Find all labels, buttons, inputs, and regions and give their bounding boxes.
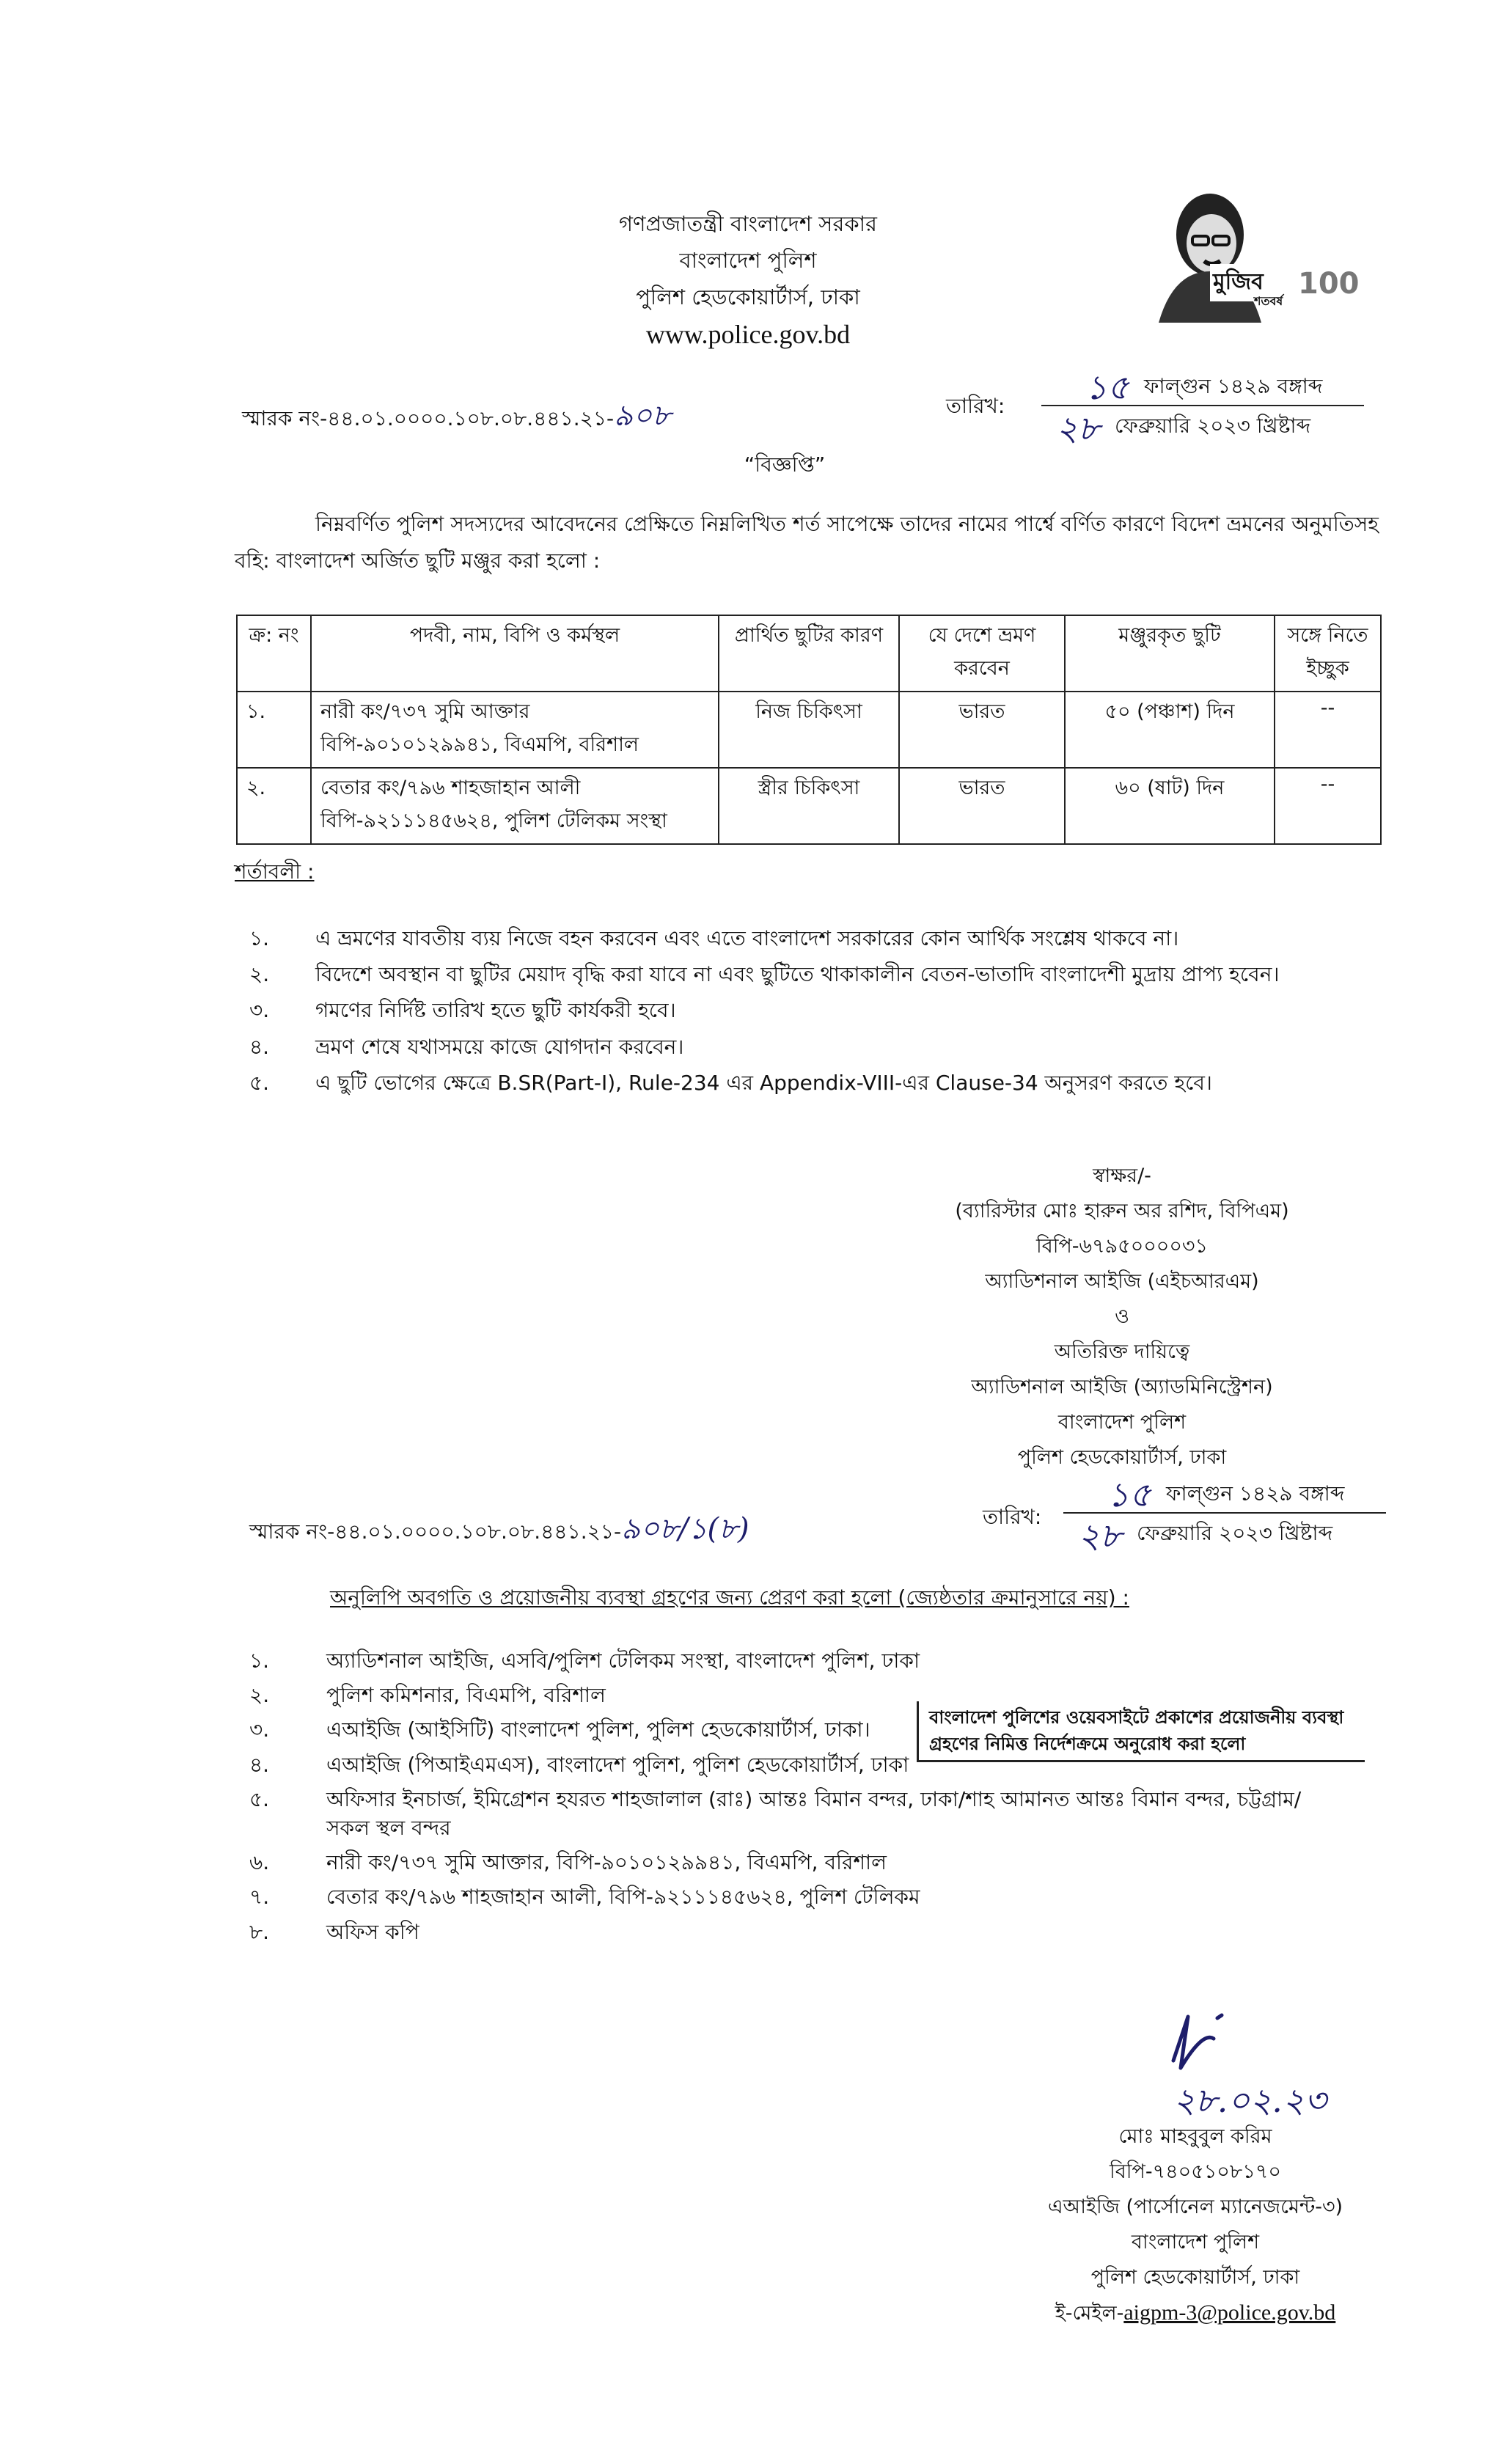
- svg-text:100: 100: [1298, 267, 1360, 301]
- cell-name: [311, 692, 719, 768]
- list-item: [249, 1068, 1393, 1097]
- sig1-line: ও: [1115, 1305, 1129, 1328]
- list-item: [249, 1882, 1349, 1911]
- list-item: [249, 1785, 1349, 1842]
- cell-country: ভারত: [899, 692, 1065, 768]
- copy-text: পুলিশ কমিশনার, বিএমপি, বরিশাল: [326, 1683, 606, 1708]
- table-header-row: [237, 615, 1381, 692]
- condition-text: এ ছুটি ভোগের ক্ষেত্রে B.SR(Part-I), Rule-234 এর Appendix-VIII-এর Clause-34 অনুসরণ করতে হবে।: [315, 1070, 1212, 1095]
- memo-ref-label: স্মারক নং-৪৪.০১.০০০০.১০৮.০৮.৪৪১.২১-: [249, 1519, 622, 1544]
- conditions-title: শর্তাবলী :: [235, 859, 315, 884]
- date-gregorian: ফেব্রুয়ারি ২০২৩ খ্রিষ্টাব্দ: [1115, 414, 1311, 438]
- sig1-line: বিপি-৬৭৯৫০০০০৩১: [1036, 1235, 1208, 1258]
- condition-number: ২.: [249, 962, 270, 987]
- signature-scribble-icon: [1159, 2009, 1247, 2075]
- ict-note-box: বাংলাদেশ পুলিশের ওয়েবসাইটে প্রকাশের প্রয়োজনীয় ব্যবস্থা গ্রহণের নিমিত্ত নির্দেশক্রমে অনুরোধ করা হলো: [917, 1701, 1365, 1762]
- row-name: বেতার কং/৭৯৬ শাহজাহান আলী: [320, 777, 581, 799]
- condition-text: ভ্রমণ শেষে যথাসময়ে কাজে যোগদান করবেন।: [315, 1034, 684, 1059]
- handwritten-signature: [1159, 2009, 1247, 2078]
- list-item: [249, 924, 1393, 953]
- cell-leave: ৫০ (পঞ্চাশ) দিন: [1065, 692, 1275, 768]
- condition-text: এ ভ্রমণের যাবতীয় ব্যয় নিজে বহন করবেন এবং এতে বাংলাদেশ সরকারের কোন আর্থিক সংশ্লেষ থাকবে না।: [315, 926, 1179, 950]
- date-gregorian: ফেব্রুয়ারি ২০২৩ খ্রিষ্টাব্দ: [1137, 1521, 1333, 1545]
- letterhead-line-police: বাংলাদেশ পুলিশ: [679, 248, 817, 273]
- cell-reason: নিজ চিকিৎসা: [719, 692, 899, 768]
- portrait-icon: [1129, 183, 1360, 323]
- handwritten-date: ২৮.০২.২৩: [1173, 2080, 1327, 2120]
- notice-title: “বিজ্ঞপ্তি”: [744, 452, 826, 477]
- col-country: যে দেশে ভ্রমণ করবেন: [899, 615, 1065, 692]
- copy-number: ৭.: [249, 1885, 270, 1910]
- copy-text: অ্যাডিশনাল আইজি, এসবি/পুলিশ টেলিকম সংস্থা, বাংলাদেশ পুলিশ, ঢাকা: [326, 1649, 920, 1673]
- list-item: [249, 996, 1393, 1024]
- list-item: [249, 1646, 1349, 1675]
- letterhead-website: www.police.gov.bd: [645, 320, 851, 349]
- cell-name: [311, 768, 719, 844]
- copy-text: নারী কং/৭৩৭ সুমি আক্তার, বিপি-৯০১০১২৯৯৪১, বিএমপি, বরিশাল: [326, 1850, 887, 1875]
- leave-table: [236, 615, 1382, 845]
- logo-mujib-text: মুজিব: [1210, 264, 1266, 301]
- sig2-line: বাংলাদেশ পুলিশ: [1131, 2231, 1260, 2254]
- row-bp: বিপি-৯০১০১২৯৯৪১, বিএমপি, বরিশাল: [320, 733, 639, 756]
- col-serial: ক্র: নং: [237, 615, 311, 692]
- cell-country: ভারত: [899, 768, 1065, 844]
- condition-text: গমণের নির্দিষ্ট তারিখ হতে ছুটি কার্যকরী হবে।: [315, 998, 676, 1023]
- copy-number: ৫.: [249, 1786, 270, 1811]
- col-leave: মঞ্জুরকৃত ছুটি: [1065, 615, 1275, 692]
- memo-date-label-2: তারিখ:: [983, 1505, 1042, 1529]
- signature-block-2: [990, 2119, 1401, 2331]
- copy-text: এআইজি (পিআইএমএস), বাংলাদেশ পুলিশ, পুলিশ হেডকোয়ার্টার্স, ঢাকা: [326, 1752, 909, 1777]
- cell-reason: স্ত্রীর চিকিৎসা: [719, 768, 899, 844]
- sig2-line: এআইজি (পার্সোনেল ম্যানেজমেন্ট-৩): [1047, 2196, 1343, 2218]
- sig1-line: (ব্যারিস্টার মোঃ হারুন অর রশিদ, বিপিএম): [955, 1200, 1289, 1222]
- condition-number: ১.: [249, 926, 270, 950]
- cell-serial: ১.: [237, 692, 311, 768]
- row-bp: বিপি-৯২১১১৪৫৬২৪, পুলিশ টেলিকম সংস্থা: [320, 810, 667, 832]
- date-day-handwritten: ১৫: [1107, 1475, 1151, 1514]
- memo-ref-label: স্মারক নং-৪৪.০১.০০০০.১০৮.০৮.৪৪১.২১-: [242, 406, 615, 430]
- col-reason: প্রার্থিত ছুটির কারণ: [719, 615, 899, 692]
- copy-text: বেতার কং/৭৯৬ শাহজাহান আলী, বিপি-৯২১১১৪৫৬২৪, পুলিশ টেলিকম: [326, 1885, 920, 1910]
- copy-number: ৬.: [249, 1850, 270, 1875]
- list-item: [249, 1918, 1349, 1946]
- memo-ref-handwritten: ৯০৮: [614, 399, 672, 433]
- sig1-line: বাংলাদেশ পুলিশ: [1057, 1411, 1187, 1434]
- memo-date-label-1: তারিখ:: [946, 394, 1005, 418]
- memo-date-block-2: [1063, 1474, 1386, 1555]
- sig2-line: বিপি-৭৪০৫১০৮১৭০: [1110, 2160, 1281, 2183]
- sig2-line: মোঃ মাহবুবুল করিম: [1118, 2125, 1272, 2148]
- memo-date-block-1: [1041, 367, 1364, 448]
- memo-ref-1: [242, 396, 671, 436]
- sig1-line: অ্যাডিশনাল আইজি (অ্যাডমিনিস্ট্রেশন): [971, 1376, 1273, 1398]
- cell-serial: ২.: [237, 768, 311, 844]
- table-row: [237, 768, 1381, 844]
- email-link[interactable]: aigpm-3@police.gov.bd: [1123, 2300, 1336, 2325]
- logo-shatabarsha-text: শতবর্ষ: [1254, 294, 1283, 308]
- col-name: পদবী, নাম, বিপি ও কর্মস্থল: [311, 615, 719, 692]
- sig2-line: পুলিশ হেডকোয়ার্টার্স, ঢাকা: [1090, 2266, 1300, 2289]
- memo-ref-handwritten: ৯০৮/১(৮): [621, 1512, 749, 1546]
- mujib-100-logo: [1129, 183, 1360, 323]
- date-day-handwritten: ১৫: [1085, 367, 1129, 407]
- copy-title: অনুলিপি অবগতি ও প্রয়োজনীয় ব্যবস্থা গ্রহণের জন্য প্রেরণ করা হলো (জ্যেষ্ঠতার ক্রমানুসারে নয়) :: [330, 1585, 1129, 1610]
- sig1-line: অ্যাডিশনাল আইজি (এইচআরএম): [985, 1270, 1259, 1293]
- table-row: [237, 692, 1381, 768]
- intro-paragraph: নিম্নবর্ণিত পুলিশ সদস্যদের আবেদনের প্রেক্ষিতে নিম্নলিখিত শর্ত সাপেক্ষে তাদের নামের পার্শ্বে বর্ণিত কারণে বিদেশ ভ্রমনের অনুমতিসহ বহি: বাংলাদেশ অর্জিত ছুটি মঞ্জুর করা হলো :: [235, 512, 1379, 573]
- sig1-line: অতিরিক্ত দায়িত্বে: [1054, 1341, 1190, 1363]
- email-line: [990, 2295, 1401, 2331]
- sig1-line: স্বাক্ষর/-: [1093, 1165, 1151, 1187]
- condition-text: বিদেশে অবস্থান বা ছুটির মেয়াদ বৃদ্ধি করা যাবে না এবং ছুটিতে থাকাকালীন বেতন-ভাতাদি বাংলাদেশী মুদ্রায় প্রাপ্য হবেন।: [315, 962, 1280, 987]
- sig1-line: পুলিশ হেডকোয়ার্টার্স, ঢাকা: [1017, 1446, 1227, 1469]
- cell-leave: ৬০ (ষাট) দিন: [1065, 768, 1275, 844]
- list-item: [249, 960, 1393, 989]
- date-bangla: ফাল্গুন ১৪২৯ বঙ্গাব্দ: [1166, 1481, 1345, 1506]
- copy-text: এআইজি (আইসিটি) বাংলাদেশ পুলিশ, পুলিশ হেডকোয়ার্টার্স, ঢাকা।: [326, 1717, 870, 1742]
- copy-number: ৩.: [249, 1717, 270, 1742]
- date-day-handwritten-2: ২৮: [1078, 1516, 1122, 1555]
- row-name: নারী কং/৭৩৭ সুমি আক্তার: [320, 700, 530, 723]
- date-day-handwritten-2: ২৮: [1056, 408, 1100, 448]
- list-item: [249, 1848, 1349, 1877]
- cell-companion: --: [1275, 768, 1381, 844]
- list-item: [249, 1033, 1393, 1061]
- col-companion: সঙ্গে নিতে ইচ্ছুক: [1275, 615, 1381, 692]
- copy-list: [249, 1646, 1349, 1952]
- copy-text: অফিস কপি: [326, 1919, 419, 1944]
- copy-number: ৪.: [249, 1752, 270, 1777]
- letterhead-line-hq: পুলিশ হেডকোয়ার্টার্স, ঢাকা: [636, 285, 860, 309]
- condition-number: ৩.: [249, 998, 270, 1023]
- letterhead-line-govt: গণপ্রজাতন্ত্রী বাংলাদেশ সরকার: [618, 211, 878, 236]
- condition-number: ৪.: [249, 1034, 270, 1059]
- signature-block-1: [865, 1159, 1379, 1475]
- memo-ref-2: [249, 1509, 749, 1549]
- cell-companion: --: [1275, 692, 1381, 768]
- letterhead: [455, 205, 1041, 353]
- copy-number: ১.: [249, 1649, 270, 1673]
- date-bangla: ফাল্গুন ১৪২৯ বঙ্গাব্দ: [1144, 374, 1323, 398]
- conditions-list: [249, 924, 1393, 1104]
- copy-number: ৮.: [249, 1919, 270, 1944]
- email-label: ই-মেইল-: [1055, 2302, 1124, 2325]
- condition-number: ৫.: [249, 1070, 270, 1095]
- copy-number: ২.: [249, 1683, 270, 1708]
- copy-text: অফিসার ইনচার্জ, ইমিগ্রেশন হযরত শাহজালাল (রাঃ) আন্তঃ বিমান বন্দর, ঢাকা/শাহ আমানত আন্তঃ বিমান বন্দর, চট্টগ্রাম/ সকল স্থল বন্দর: [326, 1786, 1302, 1840]
